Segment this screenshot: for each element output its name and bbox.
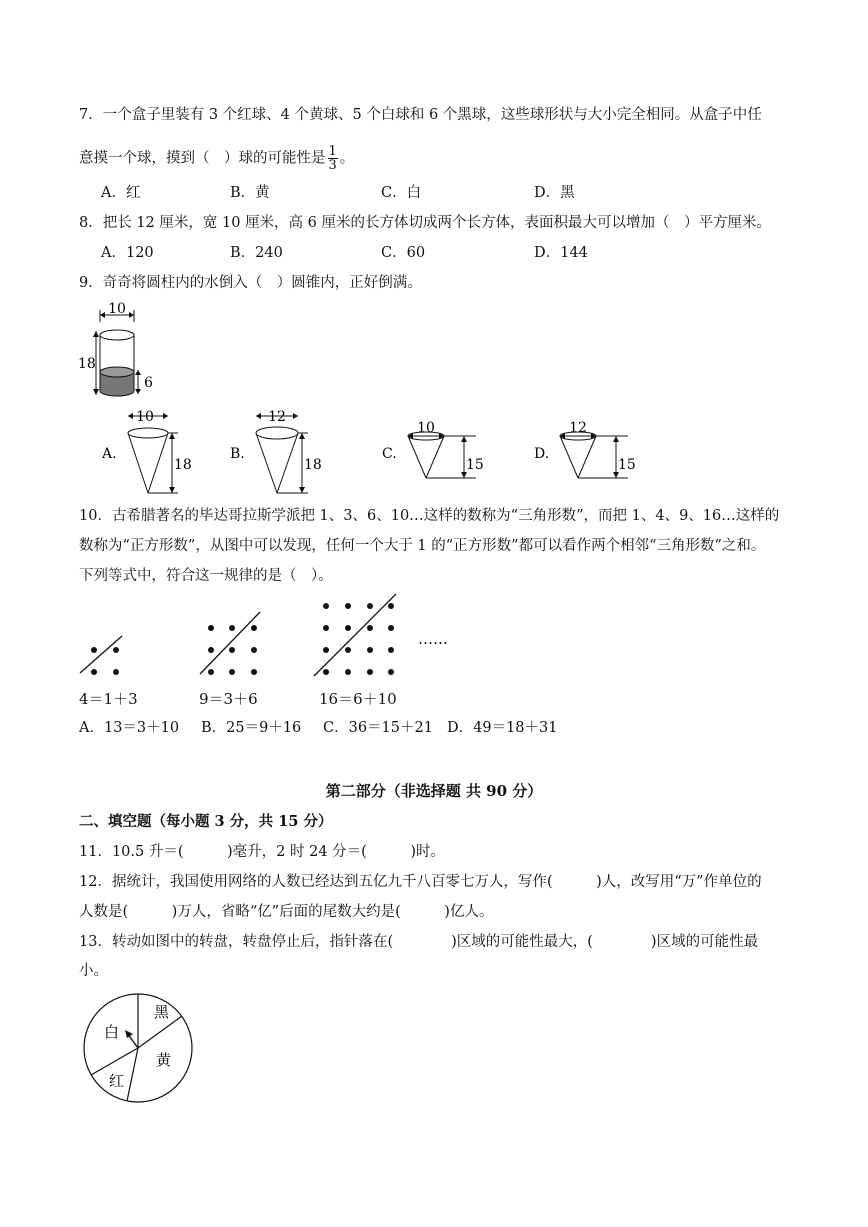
q8-option-c: C．60 bbox=[381, 245, 426, 261]
dots-2x2 bbox=[80, 636, 122, 675]
q12-line1: 12．据统计，我国使用网络的人数已经达到五亿九千八百零七万人，写作( )人，改写用“万”作单位的 bbox=[79, 874, 762, 890]
figure-eq-1: 4＝1＋3 bbox=[79, 690, 138, 708]
cylinder-figure bbox=[74, 298, 194, 402]
q10-line1: 10．古希腊著名的毕达哥拉斯学派把 1、3、6、10…这样的数称为“三角形数”，而把 1、4、9、16…这样的 bbox=[79, 508, 780, 524]
cone-d-diameter: 12 bbox=[569, 420, 587, 436]
q7-line2 bbox=[79, 145, 354, 172]
cone-c-label: C. bbox=[382, 446, 397, 462]
q10-option-a: A．13＝3＋10 bbox=[79, 720, 180, 736]
q12-line2: 人数是( )万人，省略“亿”后面的尾数大约是( )亿人。 bbox=[79, 904, 494, 920]
dots-ellipsis: …… bbox=[418, 630, 448, 648]
section2-title: 二、填空题（每小题 3 分，共 15 分） bbox=[79, 813, 333, 830]
q8-text: 8．把长 12 厘米，宽 10 厘米，高 6 厘米的长方体切成两个长方体，表面积最大可以增加（ ）平方厘米。 bbox=[79, 215, 772, 231]
q9-text: 9．奇奇将圆柱内的水倒入（ ）圆锥内，正好倒满。 bbox=[79, 275, 422, 291]
frac-numerator: 1 bbox=[328, 144, 337, 159]
cylinder-water-label: 6 bbox=[144, 375, 153, 391]
spinner-white: 白 bbox=[104, 1023, 120, 1041]
q11-text: 11．10.5 升＝( )毫升，2 时 24 分＝( )时。 bbox=[79, 844, 445, 860]
cone-c-figure bbox=[380, 412, 490, 492]
spinner-red: 红 bbox=[109, 1072, 125, 1090]
q7-line2-post: 。 bbox=[339, 150, 355, 167]
cone-d-figure bbox=[532, 412, 642, 492]
dots-3x3 bbox=[200, 612, 260, 675]
figure-eq-3: 16＝6＋10 bbox=[319, 690, 397, 708]
q8-option-d: D．144 bbox=[534, 245, 588, 261]
cone-b-figure bbox=[228, 404, 328, 500]
spinner-figure bbox=[74, 992, 204, 1104]
q7-option-a: A．红 bbox=[101, 185, 141, 201]
q10-option-b: B．25＝9＋16 bbox=[201, 720, 302, 736]
cone-a-diameter: 10 bbox=[136, 409, 154, 425]
q8-option-b: B．240 bbox=[230, 245, 283, 261]
cone-a-figure bbox=[100, 404, 200, 500]
q10-line3: 下列等式中，符合这一规律的是（ ）。 bbox=[79, 568, 333, 584]
q10-option-c: C．36＝15＋21 bbox=[323, 720, 433, 736]
q7-option-c: C．白 bbox=[381, 185, 422, 201]
q7-option-d: D．黑 bbox=[534, 185, 575, 201]
cone-b-height: 18 bbox=[304, 457, 322, 473]
cone-c-height: 15 bbox=[466, 457, 484, 473]
cone-d-height: 15 bbox=[618, 457, 636, 473]
cone-d-label: D. bbox=[534, 446, 550, 462]
spinner-yellow: 黄 bbox=[156, 1051, 172, 1069]
part2-title: 第二部分（非选择题 共 90 分） bbox=[325, 782, 543, 800]
cylinder-diameter-label: 10 bbox=[108, 301, 126, 317]
frac-denominator: 3 bbox=[328, 158, 337, 173]
q13-line1: 13．转动如图中的转盘，转盘停止后，指针落在( )区域的可能性最大，( )区域的可能性最 bbox=[79, 934, 759, 950]
cone-c-diameter: 10 bbox=[417, 420, 435, 436]
q7-line2-pre: 意摸一个球，摸到（ ）球的可能性是 bbox=[79, 150, 326, 167]
cone-a-label: A. bbox=[102, 446, 117, 462]
cylinder-height-label: 18 bbox=[78, 356, 96, 372]
dots-4x4 bbox=[314, 594, 396, 676]
q7-line1: 7．一个盒子里装有 3 个红球、4 个黄球、5 个白球和 6 个黑球，这些球形状与大小完全相同。从盒子中任 bbox=[79, 107, 762, 123]
q7-fraction bbox=[328, 145, 338, 172]
square-number-figures bbox=[70, 590, 470, 685]
spinner-black: 黑 bbox=[154, 1003, 170, 1021]
figure-eq-2: 9＝3＋6 bbox=[199, 690, 258, 708]
q8-option-a: A．120 bbox=[101, 245, 154, 261]
cone-b-label: B. bbox=[230, 446, 245, 462]
q13-line2: 小。 bbox=[79, 963, 108, 979]
q7-option-b: B．黄 bbox=[230, 185, 270, 201]
cone-b-diameter: 12 bbox=[268, 409, 286, 425]
q10-line2: 数称为“正方形数”，从图中可以发现，任何一个大于 1 的“正方形数”都可以看作两个相邻“三角形数”之和。 bbox=[79, 538, 766, 554]
cone-a-height: 18 bbox=[174, 457, 192, 473]
q10-option-d: D．49＝18＋31 bbox=[447, 720, 558, 736]
